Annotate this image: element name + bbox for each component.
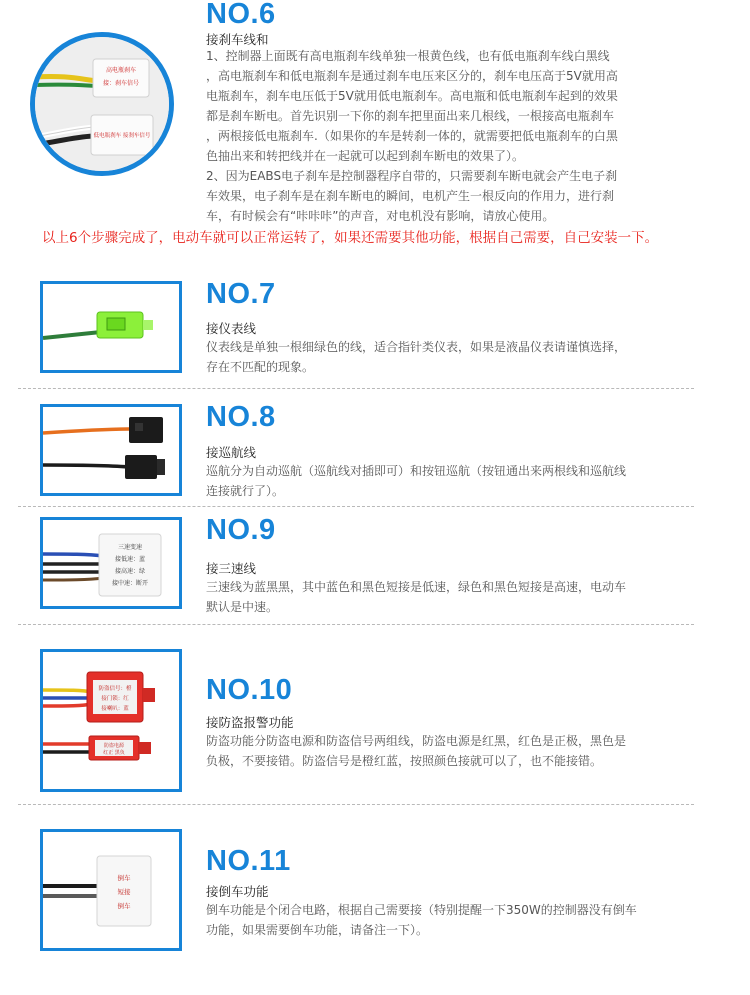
desc-line: 巡航分为自动巡航（巡航线对插即可）和按钮巡航（按钮通出来两根线和巡航线: [206, 464, 627, 478]
desc-line: 2、因为EABS电子刹车是控制器程序自带的，只需要刹车断电就会产生电子刹: [206, 169, 618, 183]
section-title: NO.9: [206, 514, 276, 546]
connector-label: 接低速：蓝: [114, 556, 146, 563]
section-description: [206, 461, 726, 501]
section-no6: [0, 0, 750, 223]
brake-connector-photo: [30, 32, 174, 176]
desc-line: 默认是中速。: [206, 600, 279, 614]
meter-wire-photo: [40, 281, 182, 373]
connector-label: 接喇叭：蓝: [101, 706, 129, 712]
connector-label: 倒车: [117, 902, 131, 910]
section-title: NO.11: [206, 845, 291, 877]
desc-line: 倒车功能是个闭合电路，根据自己需要接（特别提醒一下350W的控制器没有倒车: [206, 903, 637, 917]
section-subtitle: 接倒车功能: [206, 884, 269, 899]
connector-label: 三速变速: [117, 544, 143, 551]
connector-label: 防盗信号：橙: [98, 686, 132, 692]
desc-line: 防盗功能分防盗电源和防盗信号两组线，防盗电源是红黑，红色是正极，黑色是: [206, 734, 627, 748]
anti-theft-photo: [40, 649, 182, 792]
connector-label: 短接: [117, 888, 131, 896]
desc-line: 连接就行了）。: [206, 484, 285, 498]
section-subtitle: 接三速线: [206, 561, 257, 576]
connector-label: 防盗电源: [103, 743, 125, 749]
desc-line: 电瓶刹车，刹车电压低于5V就用低电瓶刹车。高电瓶和低电瓶刹车起到的效果: [206, 89, 618, 103]
top-connector-label: 高电瓶刹车: [105, 67, 137, 74]
divider: [18, 624, 694, 625]
desc-line: 三速线为蓝黑黑，其中蓝色和黑色短接是低速，绿色和黑色短接是高速，电动车: [206, 580, 627, 594]
desc-line: 负极，不要接错。防盗信号是橙红蓝，按照颜色接就可以了，也不能接错。: [206, 754, 603, 768]
divider: [18, 804, 694, 805]
desc-line: ，高电瓶刹车和低电瓶刹车是通过刹车电压来区分的，刹车电压高于5V就用高: [206, 69, 618, 83]
reverse-photo: [40, 829, 182, 951]
section-title: NO.7: [206, 278, 276, 310]
connector-label: 接门锁：红: [101, 696, 129, 702]
section-title: NO.6: [206, 0, 276, 30]
section-title: NO.8: [206, 401, 276, 433]
section-description: [206, 577, 726, 617]
desc-line: 仪表线是单独一根细绿色的线，适合指针类仪表，如果是液晶仪表请谨慎选择，: [206, 340, 627, 354]
section-description: [206, 900, 726, 940]
three-speed-photo: [40, 517, 182, 609]
top-connector-label-2: 接：刹车信号: [102, 80, 140, 87]
completion-note: 以上6个步骤完成了，电动车就可以正常运转了，如果还需要其他功能，根据自己需要，自己安装一下。: [42, 230, 659, 246]
desc-line: 都是刹车断电。首先识别一下你的刹车把里面出来几根线，一根接高电瓶刹车: [206, 109, 615, 123]
desc-line: 车，有时候会有“咔咔咔”的声音，对电机没有影响，请放心使用。: [206, 209, 555, 223]
connector-label: 接高速：绿: [114, 568, 146, 575]
section-subtitle: 接防盗报警功能: [206, 715, 294, 730]
section-title: NO.10: [206, 674, 293, 706]
section-description: [206, 337, 726, 377]
desc-line: 车效果，电子刹车是在刹车断电的瞬间，电机产生一根反向的作用力，进行刹: [206, 189, 615, 203]
section-subtitle: 接刹车线和: [206, 32, 269, 47]
bottom-connector-label: 低电瓶刹车 接刹车信号: [93, 133, 151, 139]
section-description: [206, 46, 706, 226]
section-subtitle: 接巡航线: [206, 445, 257, 460]
desc-line: 功能，如果需要倒车功能，请备注一下）。: [206, 923, 429, 937]
section-description: [206, 731, 726, 771]
divider: [18, 388, 694, 389]
section-subtitle: 接仪表线: [206, 321, 257, 336]
cruise-wire-photo: [40, 404, 182, 496]
connector-label: 倒车: [117, 874, 131, 882]
divider: [18, 506, 694, 507]
desc-line: 存在不匹配的现象。: [206, 360, 315, 374]
desc-line: ，两根接低电瓶刹车.（如果你的车是转刹一体的，就需要把低电瓶刹车的白黑: [206, 129, 618, 143]
connector-label: 接中速：断开: [111, 580, 149, 587]
connector-label: 红正 黑负: [103, 750, 125, 756]
desc-line: 1、控制器上面既有高电瓶刹车线单独一根黄色线，也有低电瓶刹车线白黑线: [206, 49, 610, 63]
desc-line: 色抽出来和转把线并在一起就可以起到刹车断电的效果了）。: [206, 149, 525, 163]
